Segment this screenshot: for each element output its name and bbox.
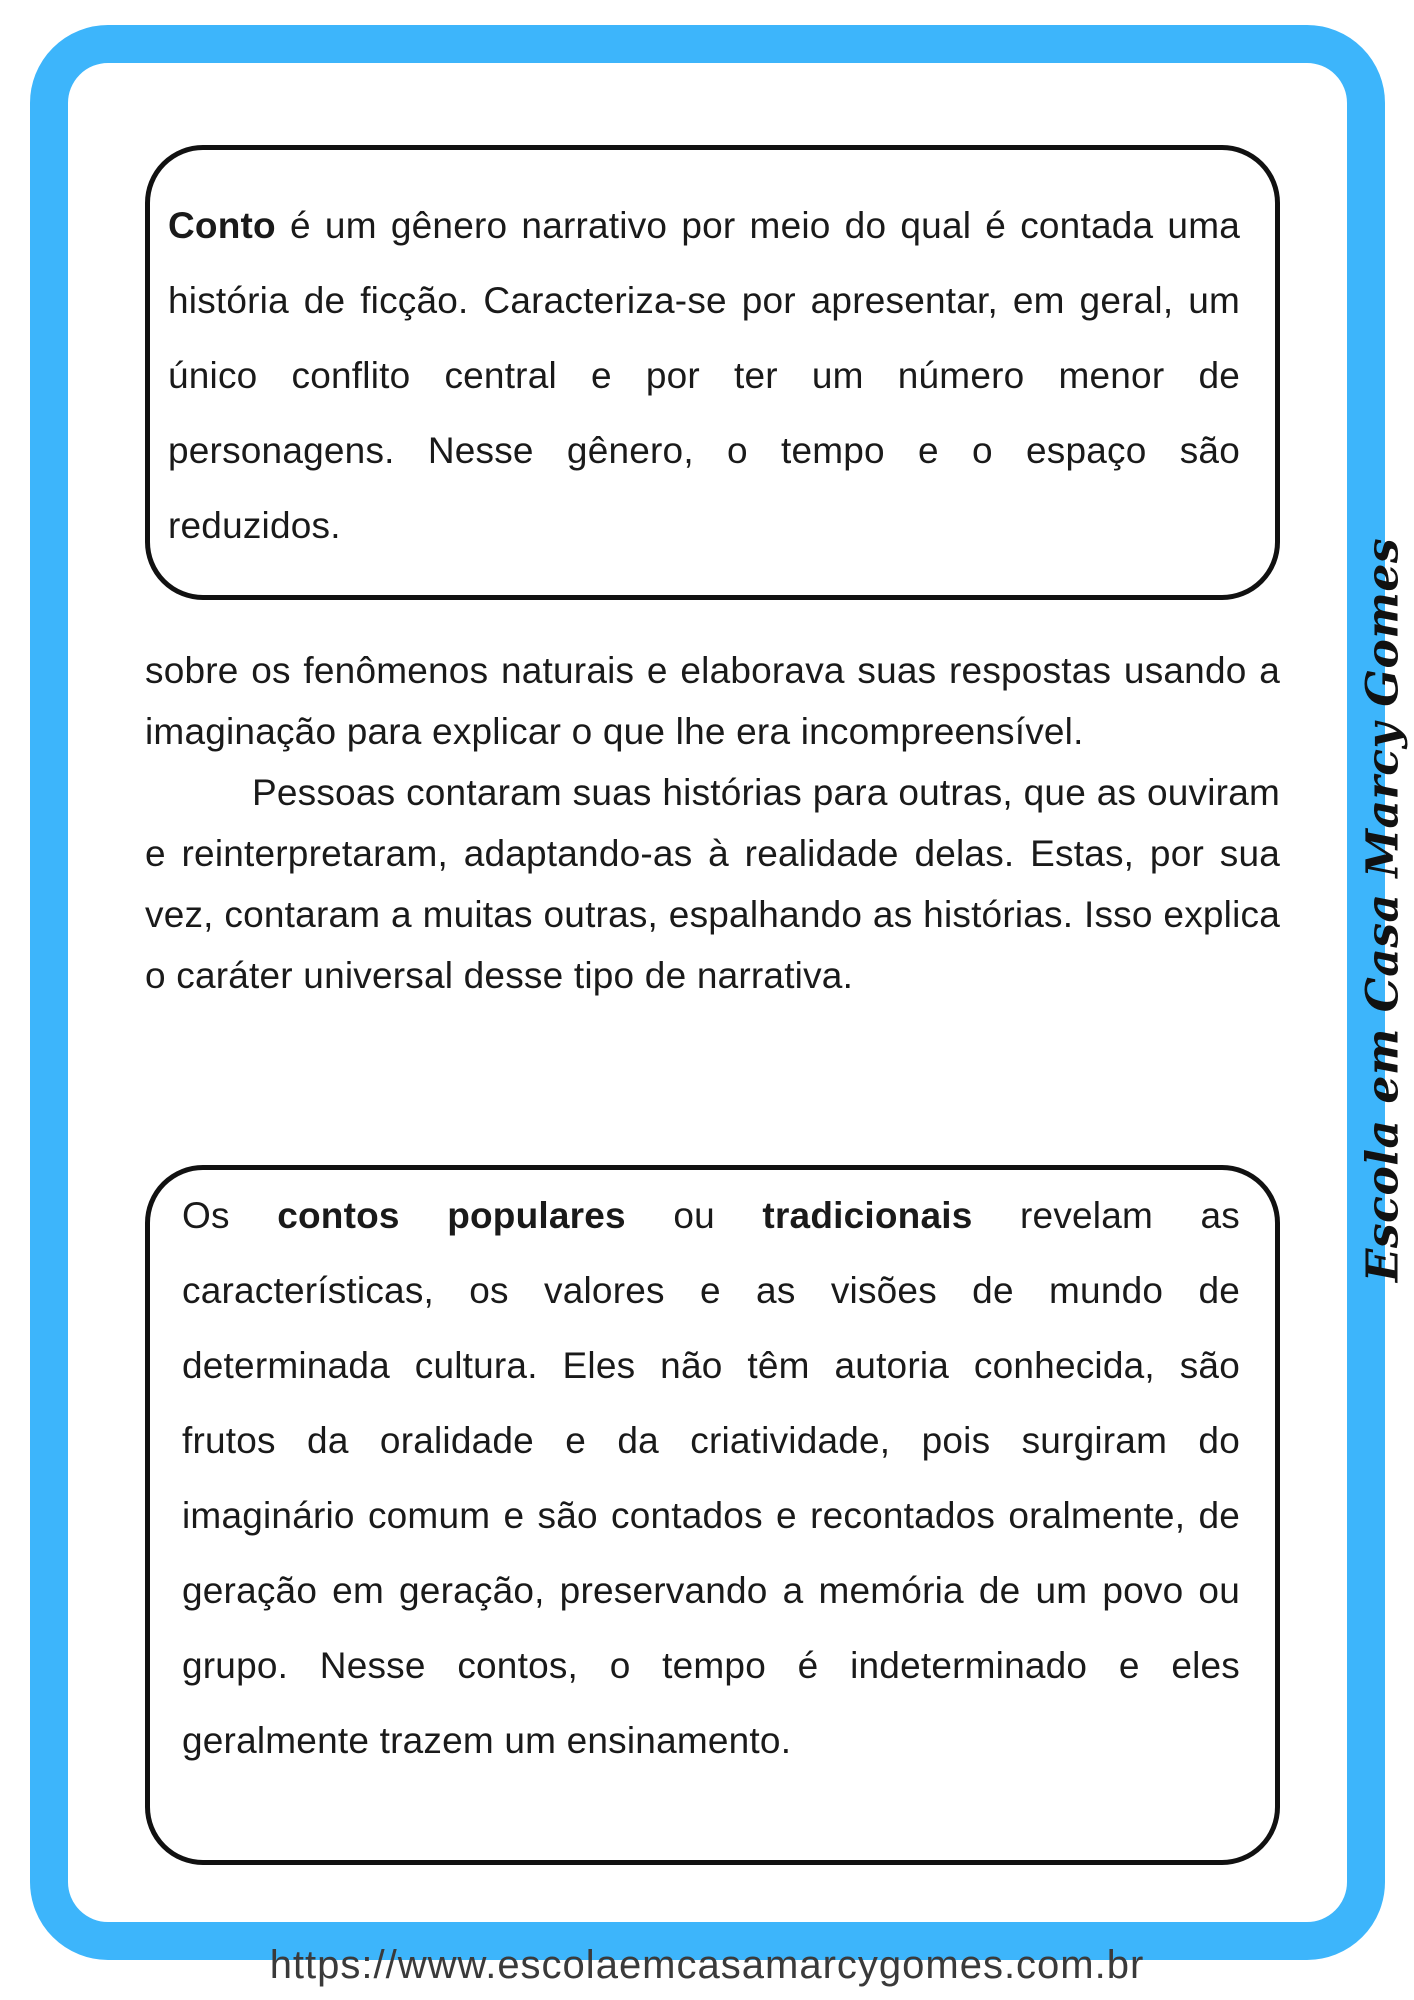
contos-populares-body: revelam as características, os valores e as visões de mundo de determinada cultura. Eles não têm autoria conhecida, são frutos da oralidade e da criatividade, pois surgiram do imaginário comum e são contados e recontados oralmente, de geração em geração, preservando a memória de um povo ou grupo. Nesse contos, o tempo é indeterminado e eles geralmente trazem um ensinamento.: [182, 1195, 1241, 1761]
body-text: [145, 640, 1280, 1006]
footer-url[interactable]: https://www.escolaemcasamarcygomes.com.br: [269, 1943, 1145, 1987]
conto-definition-box: [145, 145, 1280, 600]
conto-definition-body: é um gênero narrativo por meio do qual é contada uma história de ficção. Caracteriza-se por apresentar, em geral, um único conflito central e por ter um número menor de personagens. Nesse gênero, o tempo e o espaço são reduzidos.: [168, 205, 1240, 546]
paragraph-2: Pessoas contaram suas histórias para outras, que as ouviram e reinterpretaram, adaptando-as à realidade delas. Estas, por sua vez, contaram a muitas outras, espalhando as histórias. Isso explica o caráter universal desse tipo de narrativa.: [145, 772, 1280, 996]
contos-populares-text: [182, 1178, 1240, 1778]
contos-intro: Os: [182, 1195, 278, 1236]
contos-populares-box: [145, 1165, 1280, 1865]
contos-populares-term: contos populares: [277, 1195, 626, 1236]
brand-vertical-text: Escola em Casa Marcy Gomes: [1357, 537, 1409, 1283]
tradicionais-term: tradicionais: [762, 1195, 973, 1236]
conto-definition-text: [168, 188, 1240, 563]
paragraph-1: sobre os fenômenos naturais e elaborava suas respostas usando a imaginação para explicar o que lhe era incompreensível.: [145, 650, 1280, 752]
conto-term: Conto: [168, 205, 276, 246]
contos-conjunction: ou: [625, 1195, 763, 1236]
